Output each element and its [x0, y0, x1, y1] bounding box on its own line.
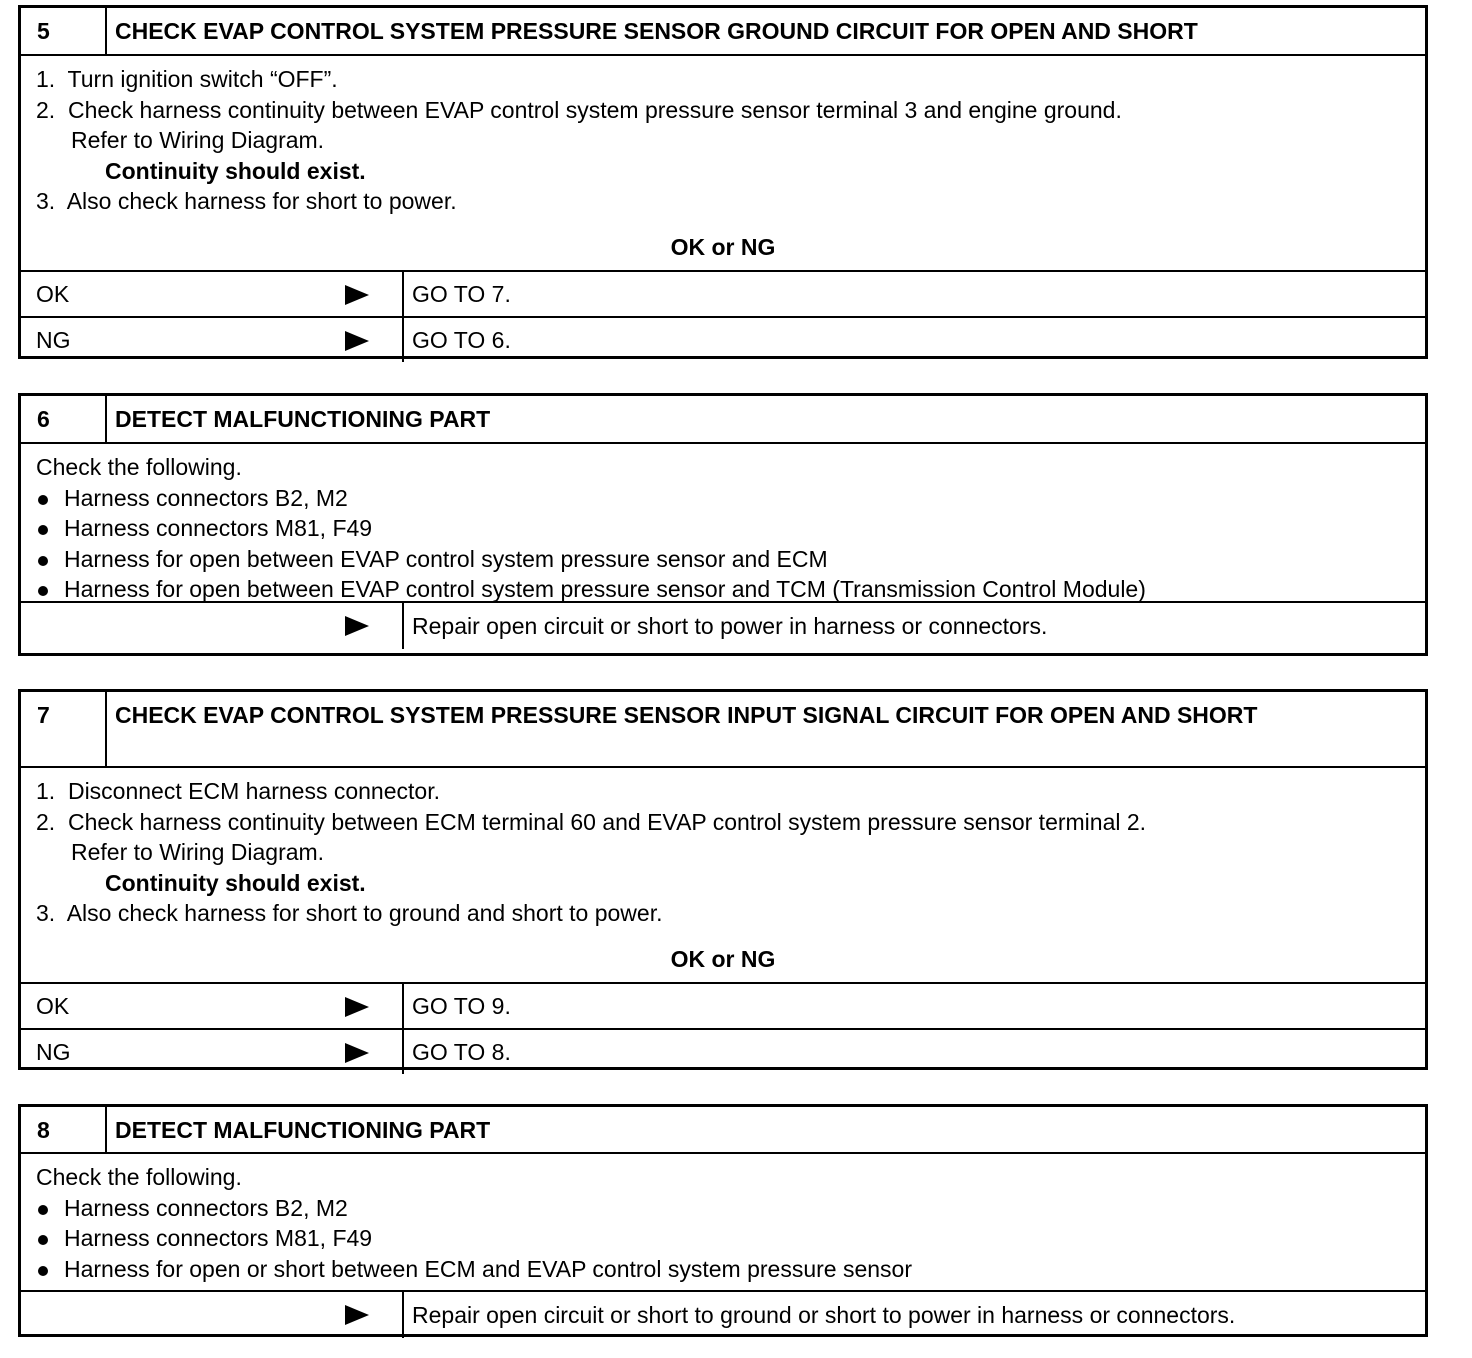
- step-title: DETECT MALFUNCTIONING PART: [115, 1117, 491, 1143]
- arrow-icon: [345, 616, 369, 636]
- instruction: 1. Disconnect ECM harness connector.: [36, 778, 440, 804]
- result-action: GO TO 7.: [412, 280, 511, 307]
- step-number: 8: [21, 1107, 107, 1152]
- step-7-block: [18, 689, 1428, 1070]
- result-action: GO TO 6.: [412, 326, 511, 353]
- result-row-ok: [21, 982, 1425, 1028]
- result-action: Repair open circuit or short to ground or short to power in harness or connectors.: [412, 1302, 1236, 1328]
- bullet-item: Harness connectors B2, M2: [21, 483, 1425, 514]
- result-row: [21, 601, 1425, 649]
- result-label: OK: [36, 992, 70, 1019]
- result-row-ok: [21, 270, 1425, 316]
- bullet-item: Harness connectors M81, F49: [21, 1223, 1425, 1254]
- result-action: GO TO 8.: [412, 1038, 511, 1065]
- step-number: 7: [21, 692, 107, 766]
- result-label: NG: [36, 326, 71, 353]
- result-label: OK: [36, 280, 70, 307]
- step-number: 5: [21, 8, 107, 54]
- specification: Continuity should exist.: [105, 869, 366, 896]
- instruction: 3. Also check harness for short to power.: [36, 188, 457, 214]
- step-8-block: [18, 1104, 1428, 1337]
- arrow-icon: [345, 1043, 369, 1063]
- instruction: Refer to Wiring Diagram.: [71, 127, 325, 153]
- instruction: 2. Check harness continuity between EVAP control system pressure sensor terminal 3 and engine ground.: [36, 96, 1122, 123]
- bullet-item: Harness connectors M81, F49: [21, 513, 1425, 544]
- instruction: Refer to Wiring Diagram.: [71, 839, 325, 865]
- specification: Continuity should exist.: [105, 157, 366, 184]
- arrow-icon: [345, 997, 369, 1017]
- bullet-item: Harness for open between EVAP control system pressure sensor and ECM: [21, 544, 1425, 575]
- result-row: [21, 1290, 1425, 1338]
- result-row-ng: [21, 316, 1425, 362]
- instruction: 2. Check harness continuity between ECM terminal 60 and EVAP control system pressure sensor terminal 2.: [36, 808, 1147, 835]
- intro-text: Check the following.: [36, 454, 242, 480]
- result-label: OK or NG: [670, 945, 776, 972]
- instruction: 1. Turn ignition switch “OFF”.: [36, 66, 338, 92]
- intro-text: Check the following.: [36, 1164, 242, 1190]
- arrow-icon: [345, 331, 369, 351]
- result-action: GO TO 9.: [412, 992, 511, 1019]
- result-label: OK or NG: [670, 233, 776, 260]
- step-title: DETECT MALFUNCTIONING PART: [115, 406, 491, 432]
- arrow-icon: [345, 285, 369, 305]
- arrow-icon: [345, 1305, 369, 1325]
- instruction: 3. Also check harness for short to ground and short to power.: [36, 900, 663, 926]
- bullet-item: Harness connectors B2, M2: [21, 1193, 1425, 1224]
- step-6-block: [18, 393, 1428, 656]
- step-title: CHECK EVAP CONTROL SYSTEM PRESSURE SENSOR GROUND CIRCUIT FOR OPEN AND SHORT: [115, 18, 1198, 44]
- bullet-item: Harness for open between EVAP control system pressure sensor and TCM (Transmission Control Module): [21, 574, 1425, 605]
- result-row-ng: [21, 1028, 1425, 1074]
- bullet-item: Harness for open or short between ECM and EVAP control system pressure sensor: [21, 1254, 1425, 1285]
- result-label: NG: [36, 1038, 71, 1065]
- result-action: Repair open circuit or short to power in harness or connectors.: [412, 613, 1048, 639]
- step-5-block: [18, 5, 1428, 359]
- step-number: 6: [21, 396, 107, 442]
- step-title: CHECK EVAP CONTROL SYSTEM PRESSURE SENSOR INPUT SIGNAL CIRCUIT FOR OPEN AND SHORT: [115, 702, 1258, 728]
